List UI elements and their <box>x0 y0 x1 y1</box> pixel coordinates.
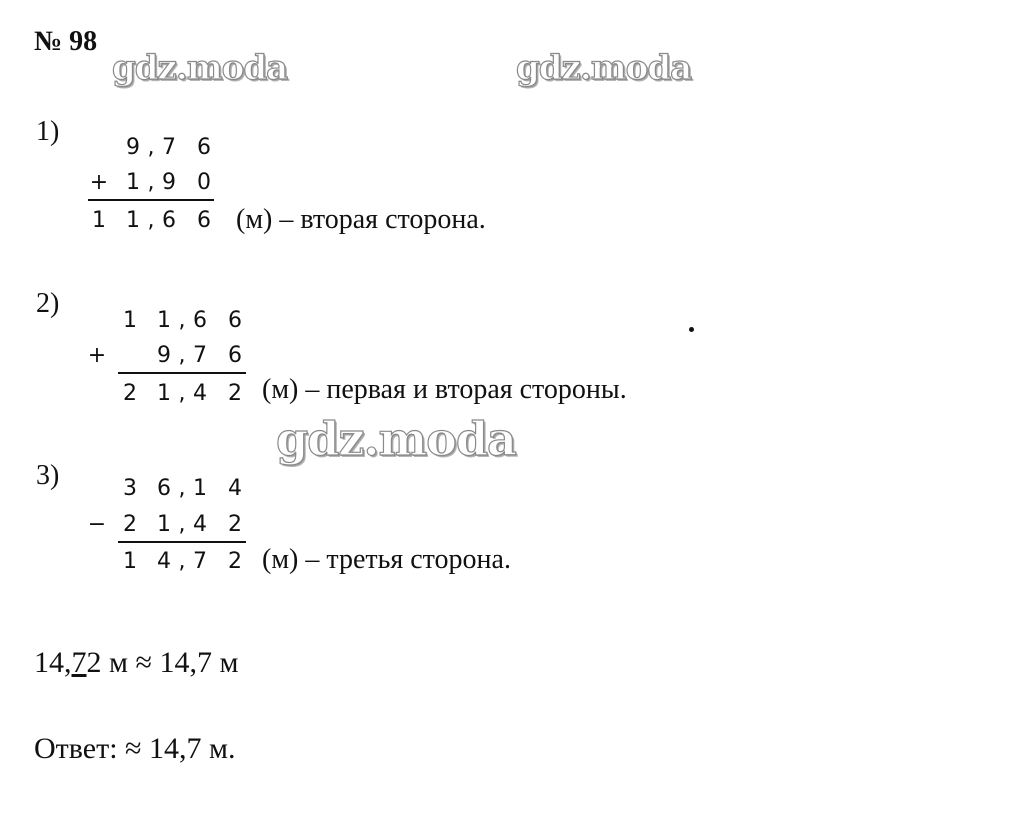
decimal-comma: , <box>178 549 186 574</box>
watermark-logo: gdz.moda <box>516 48 692 88</box>
digit: 4 <box>193 381 207 406</box>
digit: 2 <box>123 381 137 406</box>
digit: 1 <box>123 308 137 333</box>
sum-line <box>88 199 214 201</box>
digit: 2 <box>123 512 137 537</box>
digit: 2 <box>228 512 242 537</box>
decimal-comma: , <box>178 476 186 501</box>
digit: 1 <box>126 208 140 233</box>
step-description: (м) – вторая сторона. <box>236 204 486 235</box>
decimal-comma: , <box>178 512 186 537</box>
problem-title: № 98 <box>34 26 98 57</box>
digit: 4 <box>193 512 207 537</box>
rounding-underlined-digit: 7 <box>71 646 87 679</box>
digit: 1 <box>193 476 207 501</box>
digit: 4 <box>157 549 171 574</box>
digit: 9 <box>126 135 140 160</box>
digit: 9 <box>162 170 176 195</box>
digit: 6 <box>162 208 176 233</box>
digit: 6 <box>197 135 211 160</box>
digit: 4 <box>228 476 242 501</box>
digit: 3 <box>123 476 137 501</box>
watermark-logo: gdz.moda <box>112 48 288 88</box>
digit: 2 <box>228 549 242 574</box>
difference-line <box>118 541 246 543</box>
digit: 6 <box>193 308 207 333</box>
digit: 6 <box>157 476 171 501</box>
digit: 1 <box>126 170 140 195</box>
stray-dot <box>689 327 694 332</box>
rounding-line <box>34 646 238 680</box>
digit: 1 <box>92 208 106 233</box>
digit: 0 <box>197 170 211 195</box>
digit: 2 <box>228 381 242 406</box>
digit: 6 <box>197 208 211 233</box>
rounding-suffix: 2 м ≈ 14,7 м <box>86 646 239 679</box>
digit: 6 <box>228 343 242 368</box>
digit: 7 <box>193 343 207 368</box>
digit: 1 <box>123 549 137 574</box>
step-number: 3) <box>36 460 60 491</box>
step-description: (м) – первая и вторая стороны. <box>262 374 627 405</box>
watermark-logo: gdz.moda <box>276 412 516 466</box>
step-description: (м) – третья сторона. <box>262 544 511 575</box>
minus-sign: − <box>87 512 107 537</box>
digit: 1 <box>157 381 171 406</box>
decimal-comma: , <box>178 343 186 368</box>
digit: 1 <box>157 512 171 537</box>
step-number: 2) <box>36 288 60 319</box>
decimal-comma: , <box>147 135 155 160</box>
decimal-comma: , <box>178 381 186 406</box>
digit: 9 <box>157 343 171 368</box>
sum-line <box>118 372 246 374</box>
decimal-comma: , <box>147 208 155 233</box>
digit: 6 <box>228 308 242 333</box>
rounding-prefix: 14, <box>34 646 72 679</box>
digit: 1 <box>157 308 171 333</box>
decimal-comma: , <box>178 308 186 333</box>
plus-sign: + <box>87 343 107 368</box>
digit: 7 <box>162 135 176 160</box>
decimal-comma: , <box>147 170 155 195</box>
digit: 7 <box>193 549 207 574</box>
plus-sign: + <box>89 170 109 195</box>
step-number: 1) <box>36 116 60 147</box>
answer-line: Ответ: ≈ 14,7 м. <box>34 732 236 765</box>
